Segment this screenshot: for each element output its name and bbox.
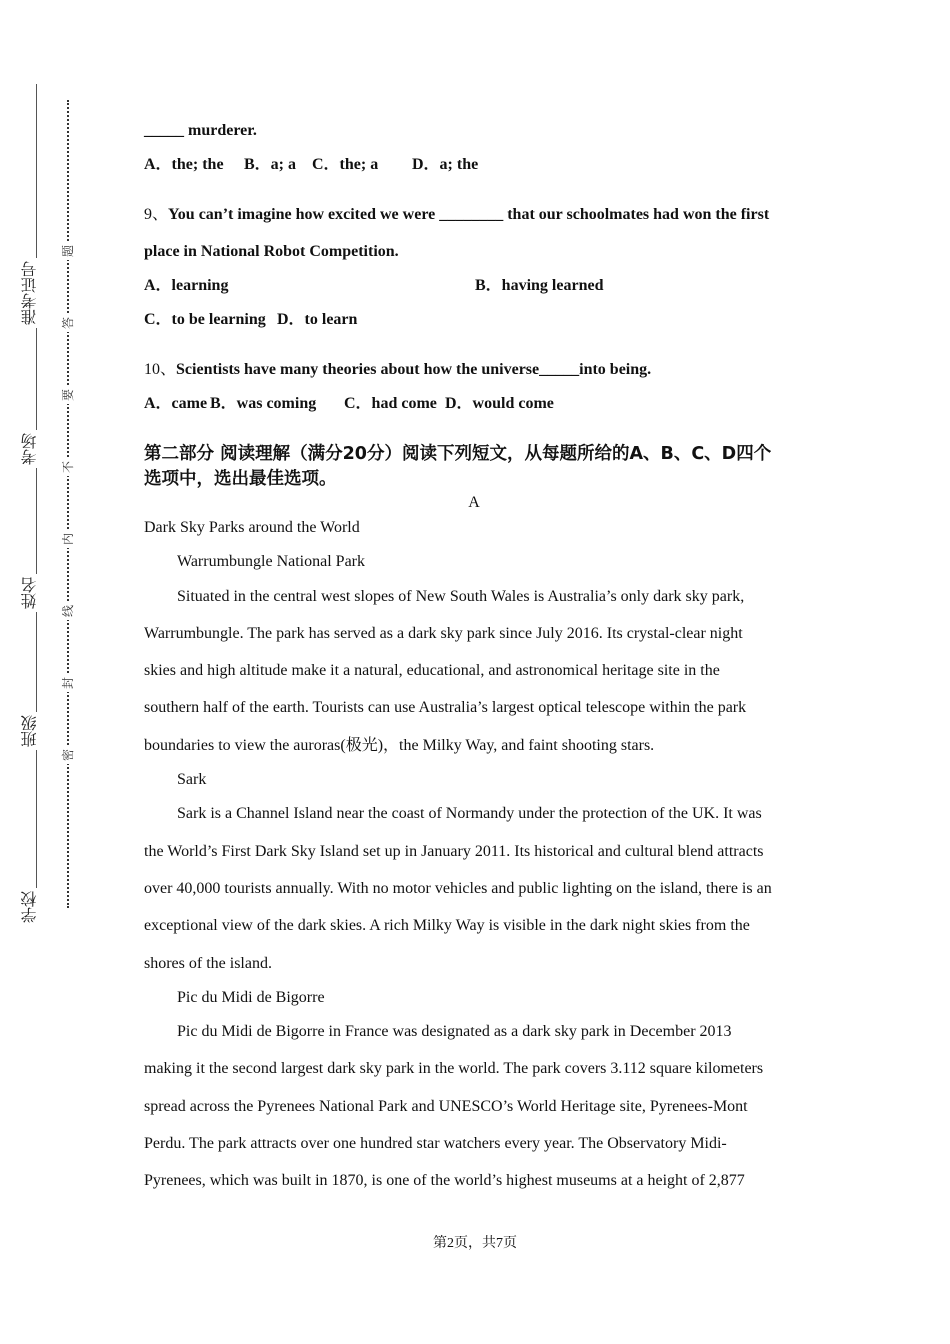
paragraph-line: skies and high altitude make it a natural, educational, and astronomical heritage site in the [144,662,720,679]
q8-options [144,155,804,175]
q10-option-a: A．came [144,395,208,412]
seal-char: 密 [59,746,77,764]
q8-option-b: B．a; a [244,156,297,173]
seal-char: 答 [59,314,77,332]
park-name: Warrumbungle National Park [177,553,365,570]
q9-options-row2 [144,310,804,330]
q9-number: 9、 [144,206,169,223]
paragraph-line: exceptional view of the dark skies. A rich Milky Way is visible in the dark night skies from the [144,917,750,934]
q10-option-b: B．was coming [210,395,317,412]
paragraph-line: boundaries to view the auroras(极光)，the Milky Way, and faint shooting stars. [144,737,655,754]
q10-stem: Scientists have many theories about how the universe_____into being. [176,361,652,378]
park-name: Pic du Midi de Bigorre [177,989,325,1006]
paragraph-line: spread across the Pyrenees National Park and UNESCO’s World Heritage site, Pyrenees-Mont [144,1098,748,1115]
q10-option-d: D．would come [445,395,554,412]
q10-number: 10、 [144,361,177,378]
class-label: 班级 [22,712,44,750]
exam-number-label: 准考证号 [22,258,44,328]
exam-room-label: 考场 [22,430,44,468]
paragraph-line: Sark is a Channel Island near the coast of Normandy under the protection of the UK. It was [177,805,762,822]
section-two-heading-line1: 第二部分 阅读理解（满分20分）阅读下列短文，从每题所给的A、B、C、D四个 [144,444,772,464]
name-label: 姓名 [22,574,44,612]
passage-label: A [468,494,480,511]
binding-dotted-line [67,100,69,908]
passage-title: Dark Sky Parks around the World [144,519,360,536]
q8-option-a: A．the; the [144,156,224,173]
q10-options [144,394,804,414]
park-name: Sark [177,771,207,788]
q9-stem: You can’t imagine how excited we were ________ that our schoolmates had won the first [168,206,770,223]
seal-char: 封 [59,674,77,692]
paragraph-line: Pyrenees, which was built in 1870, is one of the world’s highest museums at a height of 2,877 [144,1172,745,1189]
q10-option-c: C．had come [344,395,437,412]
q9-option-d: D．to learn [277,311,358,328]
page-number: 第2页，共7页 [433,1236,517,1251]
seal-char: 线 [59,602,77,620]
paragraph-line: over 40,000 tourists annually. With no motor vehicles and public lighting on the island, there is an [144,880,772,897]
q9-option-a: A．learning [144,277,229,294]
q9-options-row1 [144,276,804,296]
q8-option-d: D．a; the [412,156,479,173]
school-label: 学校 [22,888,44,926]
q9-stem-line1 [144,205,769,225]
q10-stem-line [144,360,651,380]
section-two-heading-line2: 选项中，选出最佳选项。 [144,469,337,489]
paragraph-line: Pic du Midi de Bigorre in France was designated as a dark sky park in December 2013 [177,1023,732,1040]
q9-stem-line2: place in National Robot Competition. [144,243,399,260]
seal-char: 内 [59,530,77,548]
paragraph-line: making it the second largest dark sky park in the world. The park covers 3.112 square kilometers [144,1060,764,1077]
q9-option-b: B．having learned [475,277,604,294]
seal-char: 要 [59,386,77,404]
paragraph-line: Perdu. The park attracts over one hundred star watchers every year. The Observatory Midi- [144,1135,727,1152]
q9-option-c: C．to be learning [144,311,266,328]
paragraph-line: Warrumbungle. The park has served as a dark sky park since July 2016. Its crystal-clear night [144,625,743,642]
q8-option-c: C．the; a [312,156,379,173]
seal-char: 题 [59,242,77,260]
paragraph-line: Situated in the central west slopes of New South Wales is Australia’s only dark sky park, [177,588,745,605]
paragraph-line: southern half of the earth. Tourists can use Australia’s largest optical telescope within the park [144,699,747,716]
paragraph-line: the World’s First Dark Sky Island set up in January 2011. Its historical and cultural blend attracts [144,843,764,860]
q8-stem-tail: _____ murderer. [144,122,257,139]
binding-solid-line [36,84,37,924]
paragraph-line: shores of the island. [144,955,272,972]
seal-char: 不 [59,458,77,476]
